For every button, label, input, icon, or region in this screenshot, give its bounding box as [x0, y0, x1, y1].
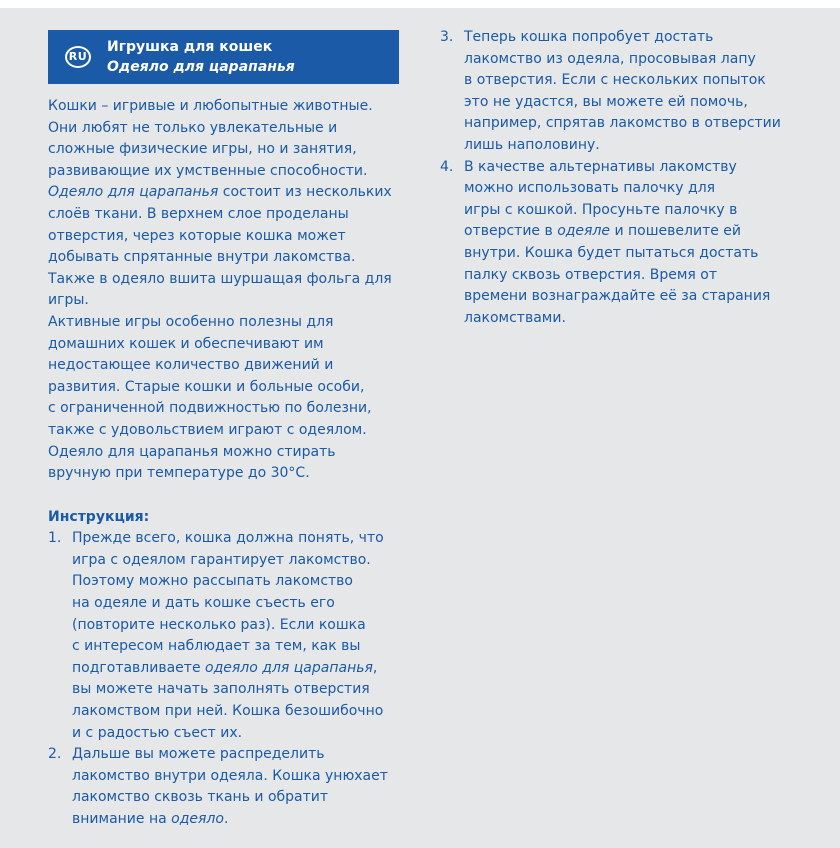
- text-line: Прежде всего, кошка должна понять, что: [72, 530, 384, 547]
- step-number: 1.: [48, 530, 62, 547]
- text-line: [72, 809, 408, 831]
- text-line: лакомство из одеяла, просовывая лапу: [464, 50, 756, 67]
- text-line: недостающее количество движений и: [48, 357, 334, 374]
- text-line: сложные физические игры, но и занятия,: [48, 141, 357, 158]
- text-line: игры.: [48, 292, 89, 309]
- product-name: одеяло для царапанья: [205, 659, 373, 676]
- spacer: [48, 485, 408, 507]
- text-line: времени вознаграждайте её за старания: [464, 288, 771, 305]
- document-page: [0, 8, 840, 848]
- text-line: развития. Старые кошки и больные особи,: [48, 378, 365, 395]
- product-name: одеяло: [171, 811, 224, 827]
- text-line: внутри. Кошка будет пытаться достать: [464, 244, 759, 261]
- text-run: состоит из нескольких: [218, 184, 392, 201]
- text-run: внимание на: [72, 811, 172, 827]
- step-number: 3.: [440, 29, 454, 45]
- header-subtitle: Одеяло для царапанья: [107, 59, 295, 75]
- text-line: развивающие их умственные способности.: [48, 162, 368, 179]
- text-line: [48, 182, 408, 204]
- text-line: игры с кошкой. Просуньте палочку в: [464, 201, 738, 218]
- text-run: .: [223, 811, 229, 827]
- text-line: Активные игры особенно полезны для: [48, 313, 334, 330]
- instruction-step-1: [48, 528, 408, 744]
- text-run: ,: [372, 659, 378, 676]
- text-line: Дальше вы можете распределить: [72, 746, 325, 763]
- text-line: палку сквозь отверстия. Время от: [464, 266, 717, 283]
- text-line: лакомствами.: [464, 309, 566, 326]
- text-line: можно использовать палочку для: [464, 180, 716, 197]
- step-number: 2.: [48, 746, 62, 763]
- product-name: одеяле: [557, 223, 611, 240]
- text-line: В качестве альтернативы лакомству: [464, 158, 737, 175]
- text-line: лакомство сквозь ткань и обратит: [72, 789, 329, 806]
- text-line: лишь наполовину.: [464, 136, 600, 153]
- text-line: добывать спрятанные внутри лакомства.: [48, 249, 356, 266]
- active-games-paragraph: [48, 312, 408, 485]
- text-run: отверстие в: [464, 223, 558, 240]
- section-header: [48, 30, 399, 84]
- text-line: лакомством при ней. Кошка безошибочно: [72, 703, 384, 720]
- text-line: с интересом наблюдает за тем, как вы: [72, 638, 361, 655]
- text-line: домашних кошек и обеспечивают им: [48, 335, 324, 352]
- text-line: Кошки – игривые и любопытные животные.: [48, 98, 373, 114]
- text-line: игра с одеялом гарантирует лакомство.: [72, 551, 371, 568]
- text-line: с ограниченной подвижностью по болезни,: [48, 400, 372, 417]
- text-line: также с удовольствием играют с одеялом.: [48, 421, 367, 438]
- text-line: слоёв ткани. В верхнем слое проделаны: [48, 205, 349, 222]
- text-run: и пошевелите ей: [610, 223, 742, 240]
- text-line: и с радостью съест их.: [72, 724, 243, 741]
- instruction-step-3: [440, 27, 800, 157]
- text-line: Поэтому можно рассыпать лакомство: [72, 573, 353, 590]
- product-name: Одеяло для царапанья: [48, 184, 219, 201]
- instruction-step-2: [48, 744, 408, 830]
- text-line: [72, 658, 408, 680]
- instructions-heading: Инструкция:: [48, 508, 150, 525]
- text-line: (повторите несколько раз). Если кошка: [72, 616, 366, 633]
- intro-paragraph: [48, 96, 408, 312]
- right-column: [440, 27, 800, 329]
- text-line: это не удастся, вы можете ей помочь,: [464, 93, 748, 110]
- text-run: подготавливаете: [72, 659, 206, 676]
- text-line: отверстия, через которые кошка может: [48, 227, 346, 244]
- text-line: в отверстия. Если с нескольких попыток: [464, 72, 766, 89]
- step-number: 4.: [440, 158, 454, 175]
- text-line: Они любят не только увлекательные и: [48, 119, 338, 136]
- text-line: вы можете начать заполнять отверстия: [72, 681, 370, 698]
- header-title: Игрушка для кошек: [107, 39, 273, 55]
- text-line: [464, 221, 800, 243]
- text-line: лакомство внутри одеяла. Кошка унюхает: [72, 767, 388, 784]
- instruction-step-4: [440, 157, 800, 330]
- text-line: Также в одеяло вшита шуршащая фольга для: [48, 270, 392, 287]
- left-column: [48, 96, 408, 831]
- text-line: вручную при температуре до 30°С.: [48, 465, 310, 482]
- text-line: Теперь кошка попробует достать: [464, 29, 714, 45]
- text-line: Одеяло для царапанья можно стирать: [48, 443, 336, 460]
- text-line: на одеяле и дать кошке съесть его: [72, 595, 335, 612]
- text-line: например, спрятав лакомство в отверстии: [464, 115, 781, 132]
- language-badge: RU: [65, 46, 91, 68]
